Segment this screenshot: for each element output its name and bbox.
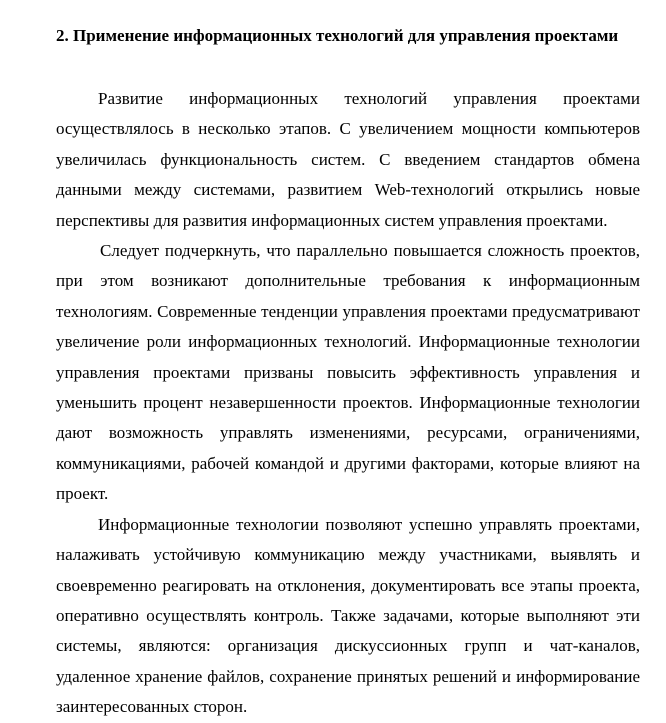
paragraph-2: Следует подчеркнуть, что параллельно повышается сложность проектов, при этом возникают дополнительные требования к информационным технологиям. Современные тенденции управления проектами предусматривают увеличение роли информационных технологий. Информационные технологии управления проектами призваны повысить эффективность управления и уменьшить процент незавершенности проектов. Информационные технологии дают возможность управлять изменениями, ресурсами, ограничениями, коммуникациями, рабочей командой и другими факторами, которые влияют на проект.	[56, 241, 640, 504]
section-heading: 2. Применение информационных технологий для управления проектами	[56, 26, 619, 45]
paragraph-3: Информационные технологии позволяют успешно управлять проектами, налаживать устойчивую коммуникацию между участниками, выявлять и своевременно реагировать на отклонения, документировать все этапы проекта, оперативно осуществлять контроль. Также задачами, которые выполняют эти системы, являются: организация дискуссионных групп и чат-каналов, удаленное хранение файлов, сохранение принятых решений и информирование заинтересованных сторон.	[56, 514, 640, 717]
document-page	[56, 24, 640, 723]
paragraph-1: Развитие информационных технологий управления проектами осуществлялось в несколько этапов. С увеличением мощности компьютеров увеличилась функциональность систем. С введением стандартов обмена данными между системами, развитием Web-технологий открылись новые перспективы для развития информационных систем управления проектами.	[56, 89, 640, 230]
